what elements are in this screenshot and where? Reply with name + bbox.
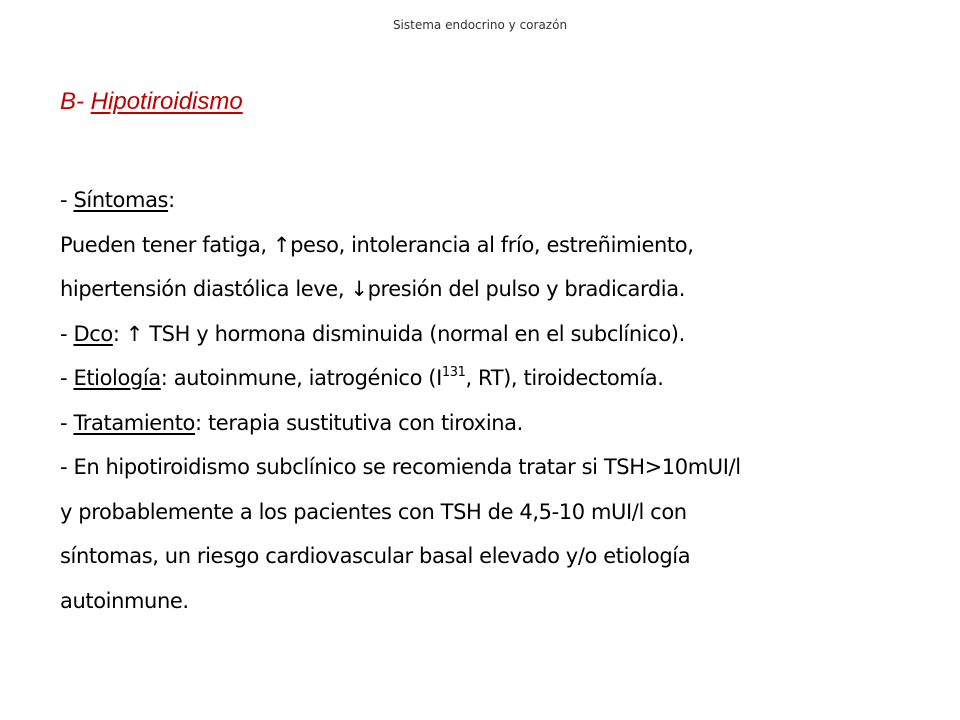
section-title-text: Hipotiroidismo	[90, 88, 243, 115]
symptoms-line-2: hipertensión diastólica leve, ↓presión del pulso y bradicardia.	[60, 277, 685, 301]
subclinical-line-4: autoinmune.	[60, 588, 189, 613]
subclinical-line-1: - En hipotiroidismo subclínico se recomienda tratar si TSH>10mUI/l	[60, 455, 741, 479]
etiology-line	[60, 356, 940, 401]
symptoms-heading-line	[60, 178, 940, 223]
section-title	[60, 88, 243, 116]
treatment-text: : terapia sustitutiva con tiroxina.	[195, 410, 523, 435]
treatment-dash: -	[60, 410, 74, 435]
symptoms-line-1: Pueden tener fatiga, ↑peso, intolerancia al frío, estreñimiento,	[60, 232, 694, 257]
treatment-line	[60, 401, 940, 446]
diagnosis-label: Dco	[73, 321, 113, 346]
etiology-text-before: : autoinmune, iatrogénico (I	[160, 366, 442, 390]
diagnosis-line	[60, 312, 940, 357]
etiology-label: Etiología	[73, 366, 161, 390]
symptoms-dash: -	[60, 188, 74, 212]
symptoms-label: Síntomas	[73, 188, 169, 212]
treatment-label: Tratamiento	[73, 410, 196, 435]
diagnosis-dash: -	[60, 321, 74, 346]
subclinical-line-3: síntomas, un riesgo cardiovascular basal elevado y/o etiología	[60, 544, 691, 568]
etiology-dash: -	[60, 366, 74, 390]
symptoms-colon: :	[168, 188, 175, 212]
etiology-text-after: , RT), tiroidectomía.	[465, 366, 664, 390]
diagnosis-text: : ↑ TSH y hormona disminuida (normal en el subclínico).	[112, 321, 685, 346]
section-prefix: B-	[60, 88, 91, 115]
page-header: Sistema endocrino y corazón	[392, 18, 568, 32]
etiology-superscript: 131	[441, 365, 466, 380]
slide-body	[60, 178, 940, 623]
subclinical-line-2: y probablemente a los pacientes con TSH de 4,5-10 mUI/l con	[60, 499, 687, 524]
